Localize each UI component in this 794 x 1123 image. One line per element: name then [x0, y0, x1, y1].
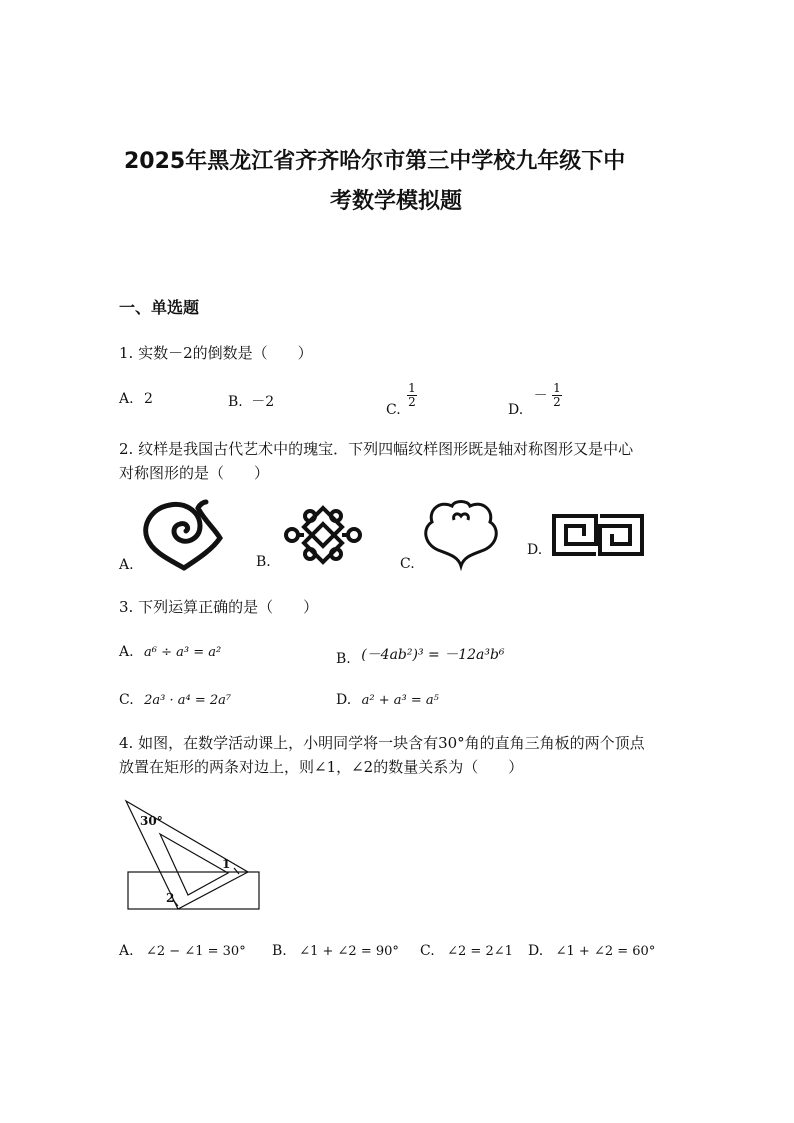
q1-option-c	[386, 381, 417, 418]
option-label: D.	[336, 692, 352, 708]
q3-option-c	[119, 692, 231, 708]
q1-option-d	[508, 381, 562, 418]
option-expression: ∠2 = 2∠1	[447, 944, 513, 959]
option-expression: (－4ab²)³ = －12a³b⁶	[361, 647, 505, 663]
q2-option-a-label: A.	[119, 557, 134, 573]
option-expression: 2a³ · a⁴ = 2a⁷	[144, 693, 232, 708]
option-value: －2	[251, 394, 275, 410]
option-label: B.	[336, 651, 351, 667]
endless-knot-pattern-icon	[284, 504, 362, 566]
option-label: C.	[386, 401, 401, 418]
q1-option-a	[119, 391, 153, 407]
minus-sign: －	[533, 387, 548, 404]
q1-option-b	[228, 391, 274, 411]
section-heading: 一、单选题	[119, 298, 200, 317]
ruyi-cloud-pattern-icon	[422, 498, 500, 570]
question-4-stem-line1: 4. 如图，在数学活动课上，小明同学将一块含有30°角的直角三角板的两个顶点	[119, 734, 645, 752]
fraction-denominator: 2	[553, 395, 561, 409]
question-3-stem: 3. 下列运算正确的是（ ）	[119, 598, 319, 616]
q3-option-d	[336, 692, 439, 708]
rectangle-shape	[128, 872, 259, 909]
cloud-spiral-pattern-icon	[140, 498, 226, 572]
option-label: B.	[272, 943, 287, 959]
option-label: A.	[119, 943, 134, 959]
q3-option-a	[119, 644, 221, 660]
option-expression: a⁶ ÷ a³ = a²	[144, 645, 222, 660]
question-2-stem-line1: 2. 纹样是我国古代艺术中的瑰宝．下列四幅纹样图形既是轴对称图形又是中心	[119, 440, 634, 458]
set-square-inner	[160, 834, 231, 895]
option-label: B.	[228, 394, 243, 410]
option-expression: ∠2 − ∠1 = 30°	[146, 944, 246, 959]
q3-option-b	[336, 644, 505, 667]
q2-option-d-label: D.	[527, 542, 543, 558]
q4-option-a	[119, 943, 246, 959]
q2-option-b-label: B.	[256, 554, 271, 570]
page-title-line1: 2025年黑龙江省齐齐哈尔市第三中学校九年级下中	[124, 149, 626, 174]
option-label: C.	[119, 692, 134, 708]
fraction	[552, 382, 562, 409]
option-label: A.	[119, 391, 134, 407]
figure-label-2: 2	[166, 891, 175, 905]
question-1-stem: 1. 实数－2的倒数是（ ）	[119, 344, 313, 362]
option-expression: ∠1 + ∠2 = 60°	[555, 944, 656, 959]
option-label: A.	[119, 644, 134, 660]
figure-angle-label-30: 30°	[140, 814, 163, 828]
fraction	[407, 382, 417, 409]
option-expression: a² + a³ = a⁵	[361, 693, 439, 708]
option-value: 2	[144, 391, 153, 407]
fraction-denominator: 2	[408, 395, 416, 409]
q4-option-c	[420, 943, 513, 959]
option-label: D.	[508, 401, 524, 418]
fraction-numerator: 1	[408, 381, 416, 395]
fraction-numerator: 1	[553, 381, 561, 395]
question-4-stem-line2: 放置在矩形的两条对边上，则∠1，∠2的数量关系为（ ）	[119, 758, 524, 776]
option-expression: ∠1 + ∠2 = 90°	[299, 944, 399, 959]
q2-option-c-label: C.	[400, 556, 415, 572]
figure-label-1: 1	[222, 857, 231, 871]
q4-option-d	[528, 943, 655, 959]
meander-key-pattern-icon	[552, 514, 644, 556]
question-2-stem-line2: 对称图形的是（ ）	[119, 464, 270, 482]
option-label: D.	[528, 943, 544, 959]
page-title-line2: 考数学模拟题	[330, 189, 463, 214]
option-label: C.	[420, 943, 435, 959]
q4-option-b	[272, 943, 399, 959]
